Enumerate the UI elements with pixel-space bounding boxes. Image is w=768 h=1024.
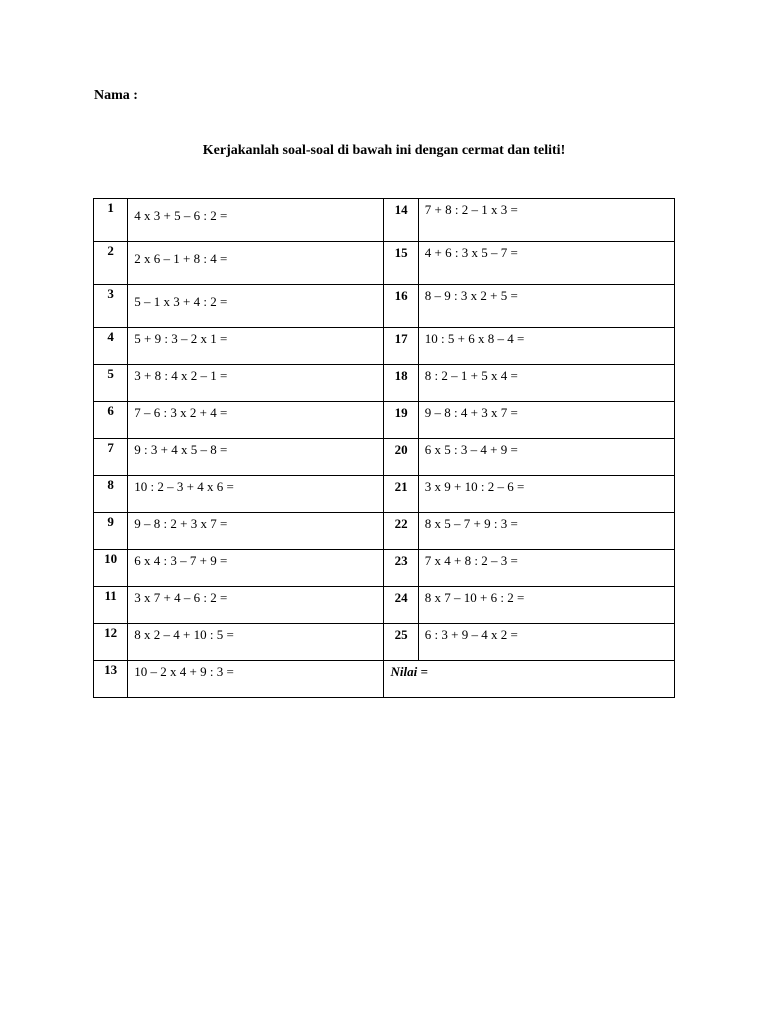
problem-number: 19 xyxy=(384,402,418,439)
table-row xyxy=(94,476,675,513)
problem-number: 13 xyxy=(94,661,128,698)
problem-expression: 9 – 8 : 4 + 3 x 7 = xyxy=(418,402,674,439)
problem-expression: 3 x 7 + 4 – 6 : 2 = xyxy=(128,587,384,624)
table-row xyxy=(94,624,675,661)
problem-number: 10 xyxy=(94,550,128,587)
exercise-table xyxy=(93,198,675,698)
table-row xyxy=(94,242,675,285)
problem-expression: 6 x 5 : 3 – 4 + 9 = xyxy=(418,439,674,476)
problem-expression: 7 + 8 : 2 – 1 x 3 = xyxy=(418,199,674,242)
problem-expression: 8 x 5 – 7 + 9 : 3 = xyxy=(418,513,674,550)
problem-number: 8 xyxy=(94,476,128,513)
table-row xyxy=(94,328,675,365)
problem-expression: 10 : 2 – 3 + 4 x 6 = xyxy=(128,476,384,513)
problem-number: 16 xyxy=(384,285,418,328)
problem-number: 20 xyxy=(384,439,418,476)
problem-expression: 8 x 2 – 4 + 10 : 5 = xyxy=(128,624,384,661)
nilai-label: Nilai = xyxy=(384,661,675,698)
problem-expression: 5 – 1 x 3 + 4 : 2 = xyxy=(128,285,384,328)
table-row xyxy=(94,550,675,587)
problem-expression: 4 + 6 : 3 x 5 – 7 = xyxy=(418,242,674,285)
table-row xyxy=(94,661,675,698)
table-row xyxy=(94,199,675,242)
problem-expression: 6 x 4 : 3 – 7 + 9 = xyxy=(128,550,384,587)
problem-number: 25 xyxy=(384,624,418,661)
table-row xyxy=(94,439,675,476)
problem-expression: 9 : 3 + 4 x 5 – 8 = xyxy=(128,439,384,476)
problem-expression: 10 : 5 + 6 x 8 – 4 = xyxy=(418,328,674,365)
problem-number: 5 xyxy=(94,365,128,402)
problem-expression: 10 – 2 x 4 + 9 : 3 = xyxy=(128,661,384,698)
problem-expression: 2 x 6 – 1 + 8 : 4 = xyxy=(128,242,384,285)
instruction-text: Kerjakanlah soal-soal di bawah ini dengan cermat dan teliti! xyxy=(202,143,566,158)
problem-expression: 7 – 6 : 3 x 2 + 4 = xyxy=(128,402,384,439)
table-row xyxy=(94,513,675,550)
problem-number: 22 xyxy=(384,513,418,550)
problem-number: 2 xyxy=(94,242,128,285)
problem-expression: 6 : 3 + 9 – 4 x 2 = xyxy=(418,624,674,661)
problem-number: 6 xyxy=(94,402,128,439)
problem-number: 4 xyxy=(94,328,128,365)
problem-expression: 5 + 9 : 3 – 2 x 1 = xyxy=(128,328,384,365)
problem-number: 1 xyxy=(94,199,128,242)
problem-expression: 8 : 2 – 1 + 5 x 4 = xyxy=(418,365,674,402)
table-row xyxy=(94,402,675,439)
problem-number: 11 xyxy=(94,587,128,624)
problem-expression: 3 + 8 : 4 x 2 – 1 = xyxy=(128,365,384,402)
problem-expression: 4 x 3 + 5 – 6 : 2 = xyxy=(128,199,384,242)
problem-number: 3 xyxy=(94,285,128,328)
problem-expression: 8 x 7 – 10 + 6 : 2 = xyxy=(418,587,674,624)
table-row xyxy=(94,587,675,624)
problem-number: 14 xyxy=(384,199,418,242)
problem-number: 18 xyxy=(384,365,418,402)
problem-number: 15 xyxy=(384,242,418,285)
nama-label: Nama : xyxy=(94,88,138,103)
problem-number: 9 xyxy=(94,513,128,550)
problem-expression: 9 – 8 : 2 + 3 x 7 = xyxy=(128,513,384,550)
problem-number: 24 xyxy=(384,587,418,624)
problem-expression: 3 x 9 + 10 : 2 – 6 = xyxy=(418,476,674,513)
problem-expression: 8 – 9 : 3 x 2 + 5 = xyxy=(418,285,674,328)
table-row xyxy=(94,285,675,328)
problem-number: 17 xyxy=(384,328,418,365)
problem-number: 12 xyxy=(94,624,128,661)
problem-number: 7 xyxy=(94,439,128,476)
problem-number: 23 xyxy=(384,550,418,587)
table-row xyxy=(94,365,675,402)
problem-number: 21 xyxy=(384,476,418,513)
problem-expression: 7 x 4 + 8 : 2 – 3 = xyxy=(418,550,674,587)
